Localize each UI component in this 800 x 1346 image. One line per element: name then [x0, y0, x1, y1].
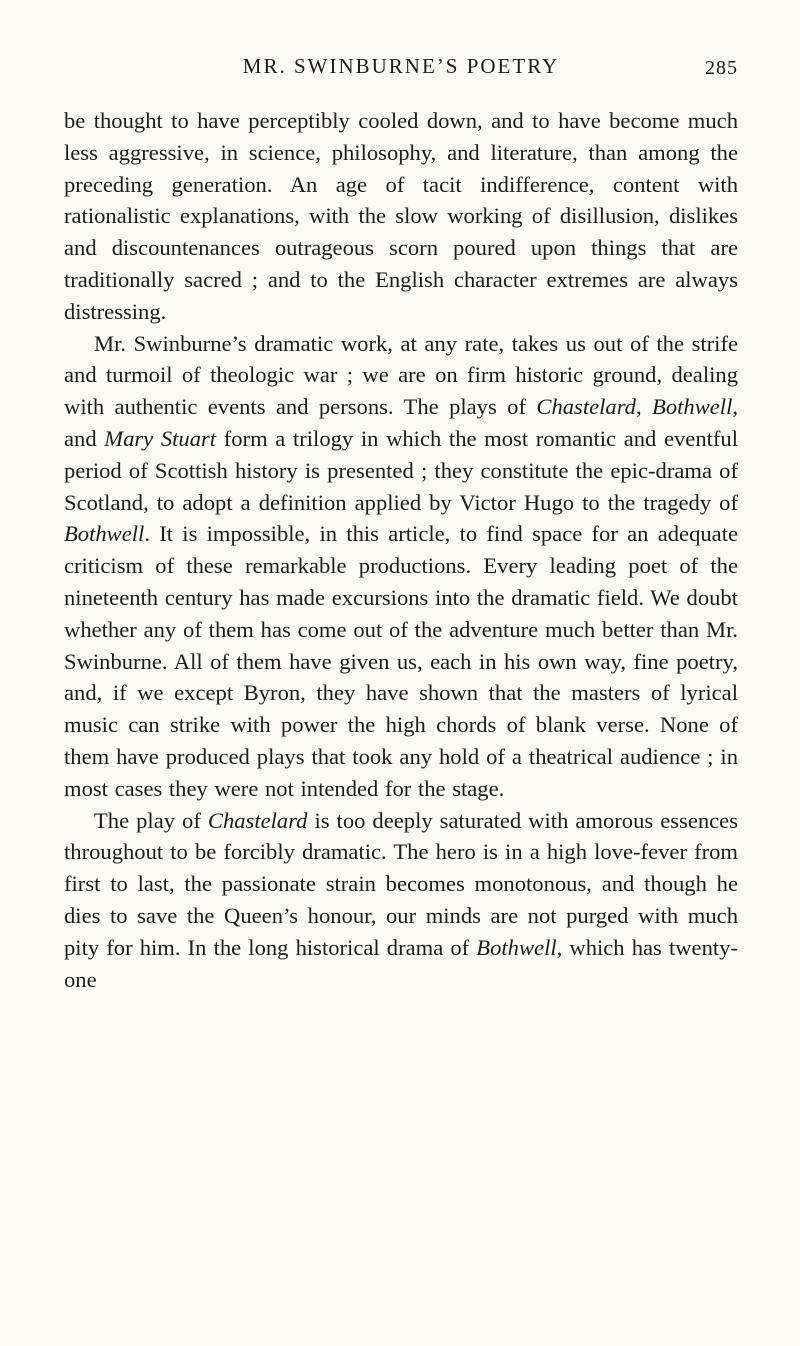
paragraph [64, 805, 738, 996]
text-segment: The play of [94, 807, 208, 833]
text-segment: , which has twenty-one [64, 934, 738, 992]
running-title: MR. SWINBURNE’S POETRY [242, 54, 560, 78]
page-header [64, 54, 738, 88]
text-segment: , and [64, 394, 738, 451]
book-title: Chastelard [207, 807, 308, 833]
paragraph [64, 105, 738, 328]
book-title: Bothwell [64, 521, 145, 547]
book-title: Bothwell [476, 934, 557, 960]
book-title: Mary Stuart [104, 425, 217, 451]
page-body [64, 105, 738, 995]
page-number: 285 [705, 57, 738, 79]
book-title: Chastelard [536, 394, 636, 420]
text-segment: is too deeply saturated with amorous essences throughout to be forcibly dramatic. The hero is in a high love-fever from first to last, the passionate strain becomes monotonous, and though he dies to save the Queen’s honour, our minds are not purged with much pity for him. In the long historical drama of [64, 807, 738, 960]
text-segment: . It is impossible, in this article, to find space for an adequate criticism of these remarkable productions. Every leading poet of the nineteenth century has made excursions into the dramatic field. We doubt whether any of them has come out of the adventure much better than Mr. Swinburne. All of them have given us, each in his own way, fine poetry, and, if we except Byron, they have shown that the masters of lyrical music can strike with power the high chords of blank verse. None of them have produced plays that took any hold of a theatrical audience ; in most cases they were not intended for the stage. [64, 521, 738, 801]
paragraph [64, 328, 738, 805]
text-segment: be thought to have perceptibly cooled down, and to have become much less aggressive, in science, philosophy, and literature, than among the preceding generation. An age of tacit indifference, content with rationalistic explanations, with the slow working of disillusion, dislikes and discountenances outrageous scorn poured upon things that are traditionally sacred ; and to the English character extremes are always distressing. [64, 108, 738, 324]
text-segment: form a trilogy in which the most romantic and eventful period of Scottish history is presented ; they constitute the epic-drama of Scotland, to adopt a definition applied by Victor Hugo to the tragedy of [64, 425, 738, 515]
book-title: Bothwell [652, 394, 733, 420]
text-segment: , [635, 394, 653, 420]
text-segment: Mr. Swinburne’s dramatic work, at any rate, takes us out of the strife and turmoil of theologic war ; we are on firm historic ground, dealing with authentic events and persons. The plays of [64, 330, 738, 420]
